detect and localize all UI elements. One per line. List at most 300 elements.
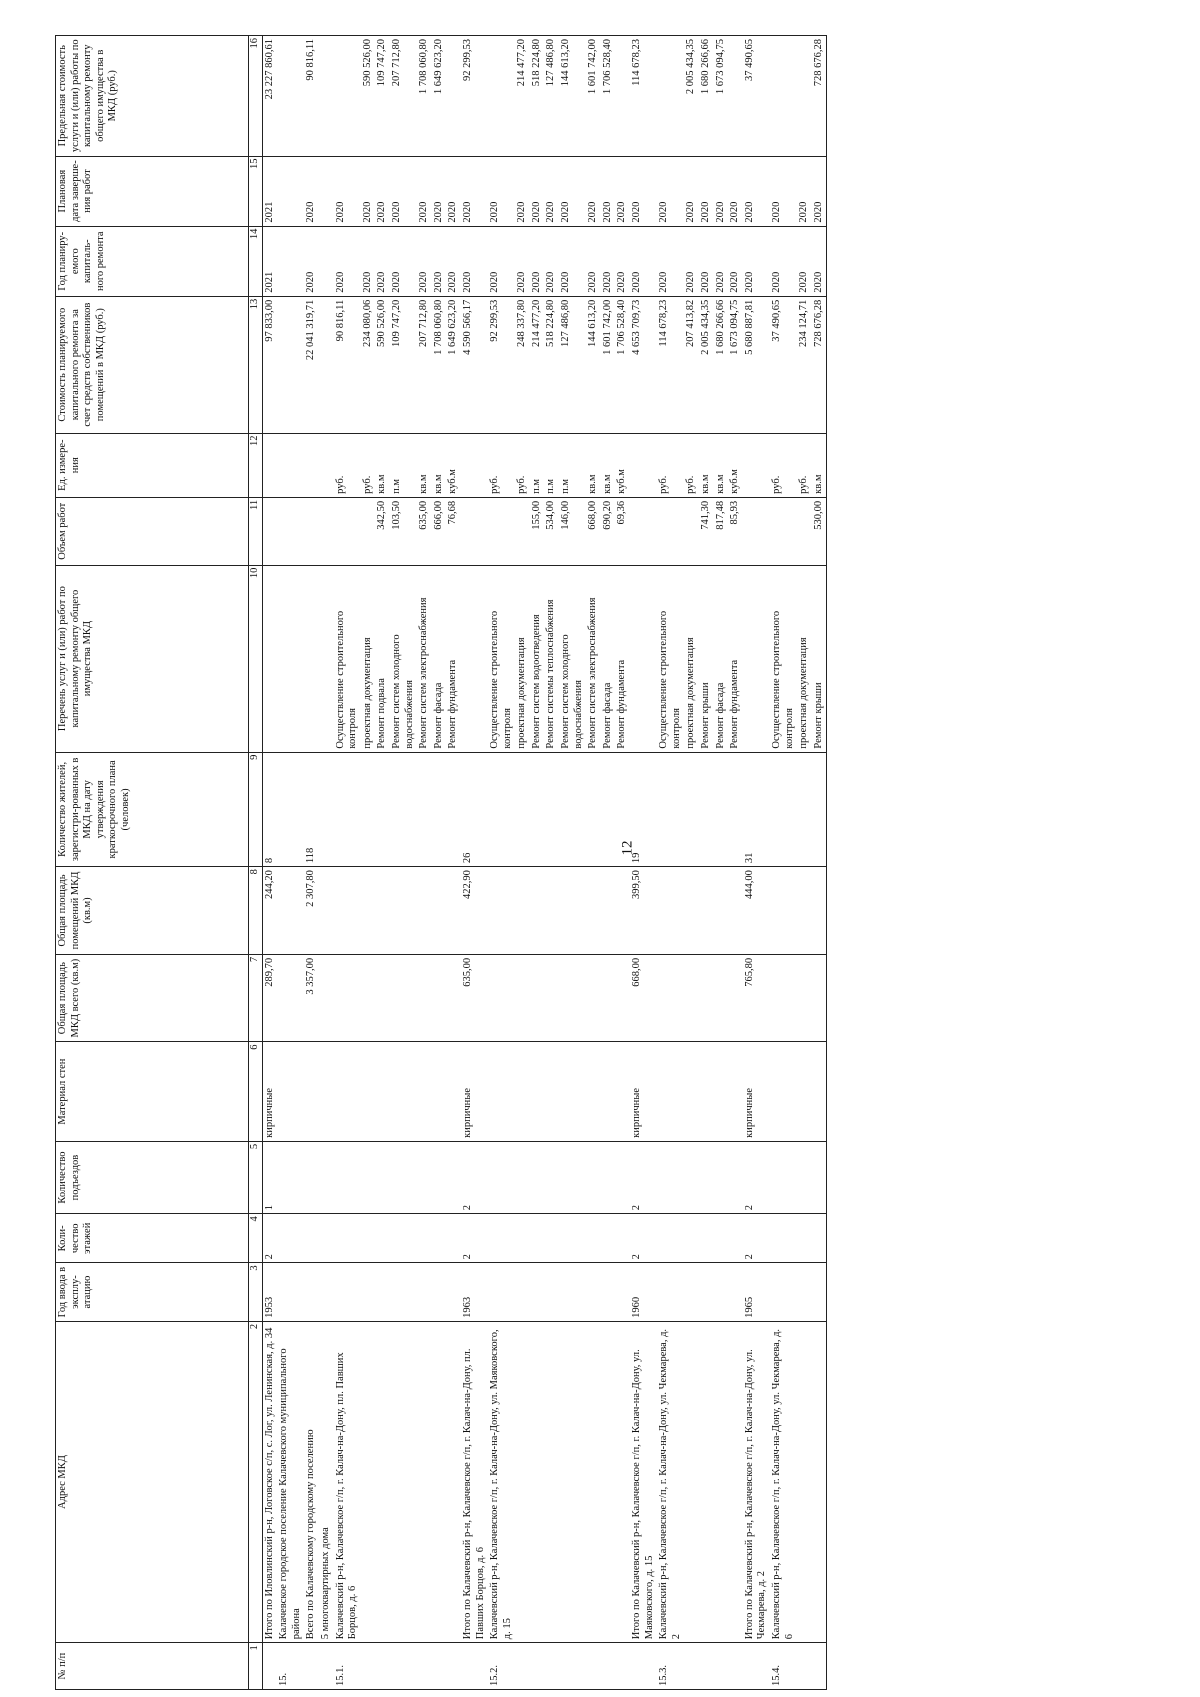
cell-work-volume: [743, 497, 770, 565]
cell-row-number: 15.4.: [770, 1643, 797, 1690]
cell-floors: 2: [743, 1214, 770, 1263]
cell-cost: 207 712,80: [417, 296, 432, 433]
cell-year-built: [797, 1263, 812, 1321]
cell-cost: 92 299,53: [488, 296, 515, 433]
cell-unit: куб.м: [446, 433, 461, 497]
col-header-cost: Стоимость планируемого капитального ремонта за счет средств собственников помещений в МКД (руб.): [56, 296, 249, 433]
cell-premises-area: 399,50: [630, 867, 657, 955]
table-row: [797, 36, 812, 1690]
cell-repair-year: 2020: [446, 226, 461, 296]
table-row: [304, 36, 319, 1690]
cell-row-number: [684, 1643, 699, 1690]
cell-wall-material: [544, 1042, 559, 1141]
cell-work-item: [304, 565, 319, 752]
cell-year-built: [714, 1263, 729, 1321]
cell-work-item: Ремонт фундамента: [615, 565, 630, 752]
column-number: 16: [249, 36, 263, 157]
column-number: 4: [249, 1214, 263, 1263]
cell-wall-material: [446, 1042, 461, 1141]
cell-year-built: 1953: [262, 1263, 277, 1321]
cell-repair-year: 2020: [361, 226, 376, 296]
column-number: 9: [249, 752, 263, 867]
cell-cost: 1 601 742,00: [601, 296, 616, 433]
cell-floors: [544, 1214, 559, 1263]
cell-wall-material: [559, 1042, 586, 1141]
column-number: 12: [249, 433, 263, 497]
cell-entrances: 2: [743, 1141, 770, 1213]
cell-wall-material: [390, 1042, 417, 1141]
cell-floors: [770, 1214, 797, 1263]
cell-wall-material: [334, 1042, 361, 1141]
cell-max-cost: 207 712,80: [390, 36, 417, 157]
cell-unit: кв.м: [714, 433, 729, 497]
cell-total-area: [601, 954, 616, 1042]
cell-year-built: [417, 1263, 432, 1321]
cell-floors: [586, 1214, 601, 1263]
cell-residents: [319, 752, 334, 867]
cell-row-number: [375, 1643, 390, 1690]
cell-entrances: 1: [262, 1141, 277, 1213]
column-number: 7: [249, 954, 263, 1042]
cell-repair-year: [319, 226, 334, 296]
cell-completion-date: 2020: [530, 156, 545, 226]
cell-cost: 1 680 266,66: [714, 296, 729, 433]
cell-entrances: [615, 1141, 630, 1213]
cell-address: Итого по Калачевский р-н, Калачевское г/п, г. Калач-на-Дону, ул. Чекмарева, д. 2: [743, 1321, 770, 1642]
cell-entrances: [812, 1141, 827, 1213]
cell-premises-area: [319, 867, 334, 955]
cell-address: [728, 1321, 743, 1642]
cell-wall-material: [417, 1042, 432, 1141]
cell-total-area: [714, 954, 729, 1042]
cell-total-area: [615, 954, 630, 1042]
cell-row-number: [515, 1643, 530, 1690]
col-header-floors: Коли-чество этажей: [56, 1214, 249, 1263]
cell-unit: п.м: [530, 433, 545, 497]
cell-repair-year: 2020: [432, 226, 447, 296]
cell-address: Всего по Калачевскому городскому поселению: [304, 1321, 319, 1642]
cell-floors: [488, 1214, 515, 1263]
cell-address: [375, 1321, 390, 1642]
cell-year-built: [277, 1263, 304, 1321]
cell-floors: [728, 1214, 743, 1263]
cell-max-cost: 590 526,00: [361, 36, 376, 157]
cell-cost: 4 590 566,17: [461, 296, 488, 433]
column-number: 11: [249, 497, 263, 565]
cell-repair-year: 2020: [304, 226, 319, 296]
cell-wall-material: [812, 1042, 827, 1141]
cell-total-area: 289,70: [262, 954, 277, 1042]
cell-completion-date: 2020: [461, 156, 488, 226]
cell-address: Итого по Калачевский р-н, Калачевское г/п, г. Калач-на-Дону, пл. Павших Борцов, д. 6: [461, 1321, 488, 1642]
cell-wall-material: [432, 1042, 447, 1141]
col-header-completion-date: Плановая дата заверше-ния работ: [56, 156, 249, 226]
cell-row-number: 15.1.: [334, 1643, 361, 1690]
cell-row-number: [446, 1643, 461, 1690]
cell-cost: 214 477,20: [530, 296, 545, 433]
cell-cost: 1 649 623,20: [446, 296, 461, 433]
cell-completion-date: 2020: [334, 156, 361, 226]
cell-year-built: [544, 1263, 559, 1321]
cell-max-cost: [657, 36, 684, 157]
cell-work-item: [319, 565, 334, 752]
cell-work-volume: 76,68: [446, 497, 461, 565]
cell-floors: 2: [461, 1214, 488, 1263]
cell-repair-year: 2020: [630, 226, 657, 296]
cell-row-number: [630, 1643, 657, 1690]
cell-year-built: [488, 1263, 515, 1321]
cell-repair-year: 2020: [657, 226, 684, 296]
cell-work-volume: 741,30: [699, 497, 714, 565]
cell-row-number: [586, 1643, 601, 1690]
cell-address: [714, 1321, 729, 1642]
cell-work-item: Ремонт фасада: [714, 565, 729, 752]
table-row: [630, 36, 657, 1690]
cell-unit: [319, 433, 334, 497]
cell-work-item: Ремонт систем холодного водоснабжения: [390, 565, 417, 752]
cell-year-built: [728, 1263, 743, 1321]
cell-premises-area: [699, 867, 714, 955]
cell-repair-year: 2020: [375, 226, 390, 296]
cell-wall-material: [277, 1042, 304, 1141]
cell-row-number: [743, 1643, 770, 1690]
cell-completion-date: 2020: [743, 156, 770, 226]
cell-max-cost: 1 601 742,00: [586, 36, 601, 157]
cell-residents: [530, 752, 545, 867]
table-row: [743, 36, 770, 1690]
cell-residents: [390, 752, 417, 867]
cell-premises-area: [770, 867, 797, 955]
cell-completion-date: 2020: [797, 156, 812, 226]
cell-work-volume: 635,00: [417, 497, 432, 565]
cell-floors: [530, 1214, 545, 1263]
cell-unit: руб.: [797, 433, 812, 497]
cell-work-item: Ремонт крыши: [812, 565, 827, 752]
cell-wall-material: кирпичные: [743, 1042, 770, 1141]
cell-address: 5 многоквартирных дома: [319, 1321, 334, 1642]
cell-wall-material: [770, 1042, 797, 1141]
cell-total-area: [699, 954, 714, 1042]
cell-entrances: [304, 1141, 319, 1213]
cell-entrances: [515, 1141, 530, 1213]
table-row: [446, 36, 461, 1690]
cell-work-volume: 85,93: [728, 497, 743, 565]
cell-wall-material: [728, 1042, 743, 1141]
table-row: [615, 36, 630, 1690]
cell-work-item: проектная документация: [797, 565, 812, 752]
cell-completion-date: 2020: [446, 156, 461, 226]
cell-work-item: Ремонт подвала: [375, 565, 390, 752]
cell-premises-area: [728, 867, 743, 955]
cell-repair-year: [277, 226, 304, 296]
cell-floors: [699, 1214, 714, 1263]
cell-premises-area: 444,00: [743, 867, 770, 955]
table-row: [375, 36, 390, 1690]
cell-work-volume: 817,48: [714, 497, 729, 565]
cell-max-cost: [728, 36, 743, 157]
cell-entrances: [361, 1141, 376, 1213]
cell-unit: п.м: [559, 433, 586, 497]
cell-residents: [446, 752, 461, 867]
cell-wall-material: [375, 1042, 390, 1141]
cell-entrances: [319, 1141, 334, 1213]
table-row: [488, 36, 515, 1690]
cell-work-item: Ремонт фасада: [432, 565, 447, 752]
cell-wall-material: [714, 1042, 729, 1141]
cell-total-area: [319, 954, 334, 1042]
cell-premises-area: [544, 867, 559, 955]
cell-row-number: [559, 1643, 586, 1690]
cell-work-volume: [488, 497, 515, 565]
cell-year-built: [375, 1263, 390, 1321]
cell-unit: [262, 433, 277, 497]
column-number: 2: [249, 1321, 263, 1642]
cell-residents: [586, 752, 601, 867]
cell-unit: кв.м: [586, 433, 601, 497]
col-header-address: Адрес МКД: [56, 1321, 249, 1642]
cell-work-item: [630, 565, 657, 752]
cell-residents: 26: [461, 752, 488, 867]
cell-residents: [714, 752, 729, 867]
cell-row-number: [615, 1643, 630, 1690]
cell-unit: [743, 433, 770, 497]
cell-work-item: Ремонт системы теплоснабжения: [544, 565, 559, 752]
cell-completion-date: 2020: [432, 156, 447, 226]
cell-total-area: [586, 954, 601, 1042]
cell-unit: кв.м: [699, 433, 714, 497]
cell-unit: кв.м: [812, 433, 827, 497]
cell-premises-area: [657, 867, 684, 955]
cell-max-cost: 518 224,80: [530, 36, 545, 157]
cell-year-built: [684, 1263, 699, 1321]
cell-repair-year: 2020: [797, 226, 812, 296]
table-row: [544, 36, 559, 1690]
cell-floors: [277, 1214, 304, 1263]
cell-address: Калачевский р-н, Калачевское г/п, г. Калач-на-Дону, ул. Чекмарева, д. 6: [770, 1321, 797, 1642]
table-row: [684, 36, 699, 1690]
cell-cost: 114 678,23: [657, 296, 684, 433]
cell-year-built: 1965: [743, 1263, 770, 1321]
cell-year-built: [615, 1263, 630, 1321]
cell-residents: 118: [304, 752, 319, 867]
cell-premises-area: 244,20: [262, 867, 277, 955]
cell-address: Итого по Иловлинский р-н, Логовское с/п, с. Лог, ул. Ленинская, д. 34: [262, 1321, 277, 1642]
cell-premises-area: [390, 867, 417, 955]
cell-work-volume: 155,00: [530, 497, 545, 565]
cell-max-cost: [488, 36, 515, 157]
cell-completion-date: 2020: [812, 156, 827, 226]
cell-unit: кв.м: [432, 433, 447, 497]
cell-entrances: 2: [461, 1141, 488, 1213]
cell-address: [586, 1321, 601, 1642]
col-header-premises-area: Общая площадь помещений МКД (кв.м): [56, 867, 249, 955]
cell-row-number: 15.: [277, 1643, 304, 1690]
page-number: 12: [619, 840, 636, 856]
table-row: [728, 36, 743, 1690]
cell-floors: [812, 1214, 827, 1263]
cell-premises-area: [515, 867, 530, 955]
cell-cost: 109 747,20: [390, 296, 417, 433]
cell-year-built: 1960: [630, 1263, 657, 1321]
cell-entrances: [770, 1141, 797, 1213]
cell-premises-area: [361, 867, 376, 955]
cell-cost: 144 613,20: [586, 296, 601, 433]
cell-repair-year: 2020: [461, 226, 488, 296]
cell-unit: п.м: [390, 433, 417, 497]
cell-address: [699, 1321, 714, 1642]
cell-total-area: 3 357,00: [304, 954, 319, 1042]
cell-premises-area: [530, 867, 545, 955]
table-row: [586, 36, 601, 1690]
cell-row-number: [699, 1643, 714, 1690]
cell-floors: [446, 1214, 461, 1263]
cell-residents: [417, 752, 432, 867]
cell-floors: [334, 1214, 361, 1263]
cell-address: Итого по Калачевский р-н, Калачевское г/п, г. Калач-на-Дону, ул. Маяковского, д. 15: [630, 1321, 657, 1642]
cell-address: Калачевский р-н, Калачевское г/п, г. Калач-на-Дону, ул. Чекмарева, д. 2: [657, 1321, 684, 1642]
cell-completion-date: 2020: [630, 156, 657, 226]
cell-max-cost: 114 678,23: [630, 36, 657, 157]
cell-total-area: [812, 954, 827, 1042]
cell-total-area: [657, 954, 684, 1042]
cell-year-built: [657, 1263, 684, 1321]
cell-completion-date: [319, 156, 334, 226]
cell-row-number: [461, 1643, 488, 1690]
col-header-work-volume: Объем работ: [56, 497, 249, 565]
cell-unit: руб.: [657, 433, 684, 497]
cell-entrances: [714, 1141, 729, 1213]
cell-wall-material: [657, 1042, 684, 1141]
column-number: 14: [249, 226, 263, 296]
cell-year-built: [390, 1263, 417, 1321]
cell-entrances: [446, 1141, 461, 1213]
cell-work-volume: [770, 497, 797, 565]
cell-unit: кв.м: [375, 433, 390, 497]
cell-row-number: 15.2.: [488, 1643, 515, 1690]
cell-work-item: Ремонт систем электроснабжения: [586, 565, 601, 752]
cell-work-volume: 666,00: [432, 497, 447, 565]
cell-entrances: [417, 1141, 432, 1213]
cell-unit: руб.: [488, 433, 515, 497]
cell-entrances: [488, 1141, 515, 1213]
cell-work-item: Ремонт систем холодного водоснабжения: [559, 565, 586, 752]
cell-address: Калачевский р-н, Калачевское г/п, г. Калач-на-Дону, ул. Маяковского, д. 15: [488, 1321, 515, 1642]
cell-entrances: [684, 1141, 699, 1213]
cell-premises-area: [432, 867, 447, 955]
cell-repair-year: 2021: [262, 226, 277, 296]
cell-repair-year: 2020: [743, 226, 770, 296]
cell-address: [446, 1321, 461, 1642]
cell-entrances: [559, 1141, 586, 1213]
cell-repair-year: 2020: [601, 226, 616, 296]
cell-floors: [417, 1214, 432, 1263]
cell-max-cost: 23 227 860,61: [262, 36, 277, 157]
col-header-repair-year: Год планиру-емого капиталь-ного ремонта: [56, 226, 249, 296]
cell-work-volume: 534,00: [544, 497, 559, 565]
cell-cost: 1 706 528,40: [615, 296, 630, 433]
cell-premises-area: 2 307,80: [304, 867, 319, 955]
cell-max-cost: 728 676,28: [812, 36, 827, 157]
cell-total-area: 635,00: [461, 954, 488, 1042]
cell-cost: 248 337,80: [515, 296, 530, 433]
cell-address: [544, 1321, 559, 1642]
cell-cost: 37 490,65: [770, 296, 797, 433]
cell-max-cost: [319, 36, 334, 157]
cell-entrances: [277, 1141, 304, 1213]
cell-address: [559, 1321, 586, 1642]
cell-completion-date: 2020: [728, 156, 743, 226]
cell-total-area: [375, 954, 390, 1042]
cell-residents: [559, 752, 586, 867]
cell-completion-date: 2020: [770, 156, 797, 226]
cell-max-cost: 1 649 623,20: [432, 36, 447, 157]
cell-floors: 2: [630, 1214, 657, 1263]
cell-work-volume: 690,20: [601, 497, 616, 565]
column-number: 13: [249, 296, 263, 433]
table-row: [334, 36, 361, 1690]
cell-address: [601, 1321, 616, 1642]
cell-work-volume: [262, 497, 277, 565]
table-row: [390, 36, 417, 1690]
cell-max-cost: 90 816,11: [304, 36, 319, 157]
header-row: [56, 36, 249, 1690]
cell-repair-year: 2020: [488, 226, 515, 296]
cell-cost: [319, 296, 334, 433]
cell-residents: [812, 752, 827, 867]
cell-repair-year: 2020: [699, 226, 714, 296]
cell-completion-date: 2021: [262, 156, 277, 226]
cell-floors: [515, 1214, 530, 1263]
col-header-residents: Количество жителей, зарегистри-рованных в МКД на дату утверждения краткосрочного плана (человек): [56, 752, 249, 867]
cell-row-number: [797, 1643, 812, 1690]
cell-repair-year: 2020: [544, 226, 559, 296]
cell-unit: [461, 433, 488, 497]
cell-address: [684, 1321, 699, 1642]
table-row: [530, 36, 545, 1690]
column-number: 1: [249, 1643, 263, 1690]
cell-residents: [515, 752, 530, 867]
cell-address: [361, 1321, 376, 1642]
col-header-wall-material: Материал стен: [56, 1042, 249, 1141]
cell-residents: [728, 752, 743, 867]
table-body: [262, 36, 827, 1690]
cell-unit: [277, 433, 304, 497]
cell-year-built: [304, 1263, 319, 1321]
cell-residents: 19: [630, 752, 657, 867]
cell-wall-material: [515, 1042, 530, 1141]
cell-cost: 22 041 319,71: [304, 296, 319, 433]
cell-work-volume: [461, 497, 488, 565]
cell-premises-area: [684, 867, 699, 955]
col-header-works-list: Перечень услуг и (или) работ по капитальному ремонту общего имущества МКД: [56, 565, 249, 752]
column-number: 10: [249, 565, 263, 752]
cell-cost: 728 676,28: [812, 296, 827, 433]
cell-repair-year: 2020: [714, 226, 729, 296]
cell-unit: руб.: [515, 433, 530, 497]
cell-address: [615, 1321, 630, 1642]
cell-entrances: [334, 1141, 361, 1213]
cell-completion-date: 2020: [684, 156, 699, 226]
cell-residents: [615, 752, 630, 867]
cell-entrances: [390, 1141, 417, 1213]
cell-total-area: 765,80: [743, 954, 770, 1042]
cell-row-number: [319, 1643, 334, 1690]
table-row: [657, 36, 684, 1690]
cell-residents: [544, 752, 559, 867]
cell-repair-year: 2020: [530, 226, 545, 296]
cell-cost: 1 673 094,75: [728, 296, 743, 433]
cell-max-cost: 1 708 060,80: [417, 36, 432, 157]
